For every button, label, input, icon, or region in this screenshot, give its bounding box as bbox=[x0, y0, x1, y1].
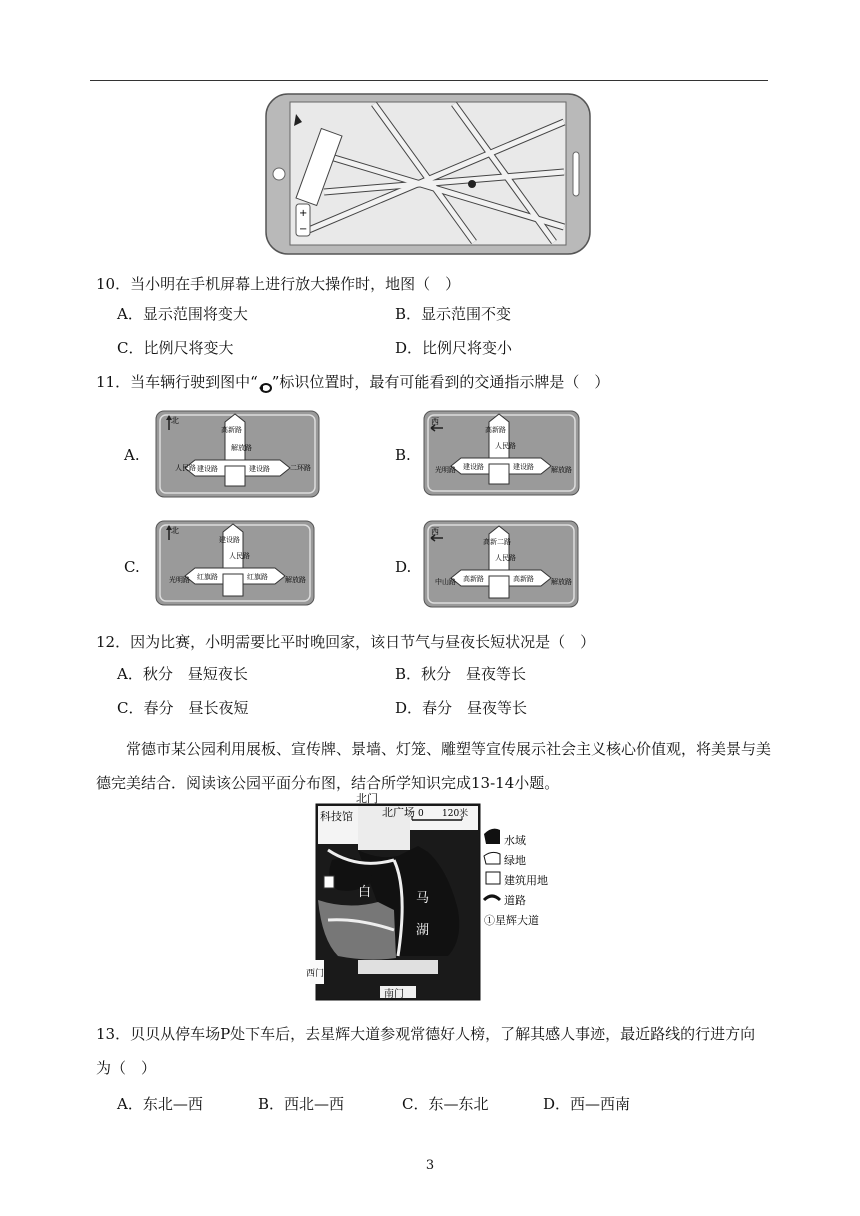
sign-b-left: 光明路 bbox=[435, 466, 456, 474]
sign-d-mid-left: 高新路 bbox=[463, 575, 484, 583]
traffic-sign-d bbox=[423, 520, 579, 608]
sign-b-vertical: 人民路 bbox=[495, 442, 516, 450]
legend-avenue: ①星辉大道 bbox=[484, 914, 539, 927]
sign-b-dir: 西 bbox=[431, 417, 439, 426]
sign-c-mid-right: 红旗路 bbox=[247, 573, 268, 581]
q13-option-a: A．东北—西 bbox=[117, 1095, 203, 1113]
sign-a-left: 人民路 bbox=[175, 464, 196, 472]
map-lake-bai: 白 bbox=[358, 885, 372, 900]
svg-text:+: + bbox=[299, 208, 308, 219]
map-north-square: 北广场 bbox=[382, 806, 415, 819]
map-west-gate: 西门 bbox=[306, 969, 325, 979]
car-marker-icon bbox=[258, 378, 272, 388]
q10-option-a: A．显示范围将变大 bbox=[117, 305, 248, 323]
q11-option-c-label: C. bbox=[124, 558, 140, 576]
q11-option-d-label: D. bbox=[395, 558, 412, 576]
phone-map-figure bbox=[264, 92, 592, 256]
q12-option-c: C．春分 昼长夜短 bbox=[117, 699, 249, 717]
page-number: 3 bbox=[425, 1158, 435, 1173]
question-13-stem-line1: 13．贝贝从停车场P处下车后，去星辉大道参观常德好人榜，了解其感人事迹，最近路线的行进方向 bbox=[96, 1025, 756, 1043]
traffic-sign-a bbox=[155, 410, 320, 498]
map-lake-ma: 马 bbox=[416, 891, 430, 906]
q10-option-b: B．显示范围不变 bbox=[395, 305, 512, 323]
q10-option-d: D．比例尺将变小 bbox=[395, 339, 513, 357]
sign-c-mid-left: 红旗路 bbox=[197, 573, 218, 581]
question-11-stem bbox=[96, 372, 609, 392]
traffic-sign-b bbox=[423, 410, 580, 496]
q11-option-b-label: B. bbox=[395, 446, 411, 464]
sign-a-mid-right: 建设路 bbox=[249, 465, 270, 473]
map-south-gate: 南门 bbox=[384, 989, 404, 1000]
map-north-gate: 北门 bbox=[356, 792, 378, 805]
q13-option-b: B．西北—西 bbox=[258, 1095, 345, 1113]
map-lake-hu: 湖 bbox=[416, 923, 430, 938]
park-intro-paragraph: 常德市某公园利用展板、宣传牌、景墙、灯笼、雕塑等宣传展示社会主义核心价值观，将美景与美德完美结合．阅读该公园平面分布图，结合所学知识完成13-14小题。 bbox=[96, 740, 772, 792]
map-scale-value: 120米 bbox=[442, 809, 469, 819]
legend-building: 建筑用地 bbox=[504, 874, 548, 887]
svg-text:−: − bbox=[299, 224, 308, 235]
q11-stem-head: 11．当车辆行驶到图中“ bbox=[96, 373, 258, 391]
sign-a-dir: 北 bbox=[171, 416, 179, 425]
sign-d-vertical: 人民路 bbox=[495, 554, 516, 562]
q13-option-d: D．西—西南 bbox=[543, 1095, 631, 1113]
q12-option-d: D．春分 昼夜等长 bbox=[395, 699, 528, 717]
sign-c-dir: 北 bbox=[171, 526, 179, 535]
sign-d-right: 解放路 bbox=[551, 578, 572, 586]
sign-c-left: 光明路 bbox=[169, 576, 190, 584]
q12-option-a: A．秋分 昼短夜长 bbox=[117, 665, 248, 683]
traffic-sign-c bbox=[155, 520, 315, 606]
sign-b-top: 高新路 bbox=[485, 426, 506, 434]
sign-d-left: 中山路 bbox=[435, 578, 456, 586]
sign-d-dir: 西 bbox=[431, 527, 439, 536]
q12-option-b: B．秋分 昼夜等长 bbox=[395, 665, 527, 683]
sign-b-mid-left: 建设路 bbox=[463, 463, 484, 471]
header-rule bbox=[90, 80, 768, 81]
map-scale-zero: 0 bbox=[418, 809, 424, 819]
sign-b-right: 解放路 bbox=[551, 466, 572, 474]
sign-c-right: 解放路 bbox=[285, 576, 306, 584]
sign-a-right: 二环路 bbox=[290, 464, 311, 472]
question-10-stem: 10．当小明在手机屏幕上进行放大操作时，地图（ ） bbox=[96, 275, 461, 293]
sign-c-vertical: 人民路 bbox=[229, 552, 250, 560]
legend-road: 道路 bbox=[504, 894, 526, 907]
question-12-stem: 12．因为比赛，小明需要比平时晚回家，该日节气与昼夜长短状况是（ ） bbox=[96, 633, 596, 651]
sign-d-top: 高新二路 bbox=[483, 538, 511, 546]
q11-stem-tail: ”标识位置时，最有可能看到的交通指示牌是（ ） bbox=[271, 373, 610, 391]
question-13-stem-line2: 为（ ） bbox=[96, 1059, 157, 1077]
sign-a-vertical: 解放路 bbox=[231, 444, 252, 452]
q10-option-c: C．比例尺将变大 bbox=[117, 339, 234, 357]
sign-c-top: 建设路 bbox=[219, 536, 240, 544]
sign-a-mid-left: 建设路 bbox=[197, 465, 218, 473]
legend-water: 水域 bbox=[504, 834, 526, 847]
map-tech-hall: 科技馆 bbox=[320, 810, 353, 823]
q11-option-a-label: A. bbox=[124, 446, 140, 464]
sign-a-top: 高新路 bbox=[221, 426, 242, 434]
sign-b-mid-right: 建设路 bbox=[513, 463, 534, 471]
q13-option-c: C．东—东北 bbox=[402, 1095, 489, 1113]
legend-green: 绿地 bbox=[504, 854, 526, 867]
park-map-figure bbox=[298, 790, 568, 1012]
sign-d-mid-right: 高新路 bbox=[513, 575, 534, 583]
